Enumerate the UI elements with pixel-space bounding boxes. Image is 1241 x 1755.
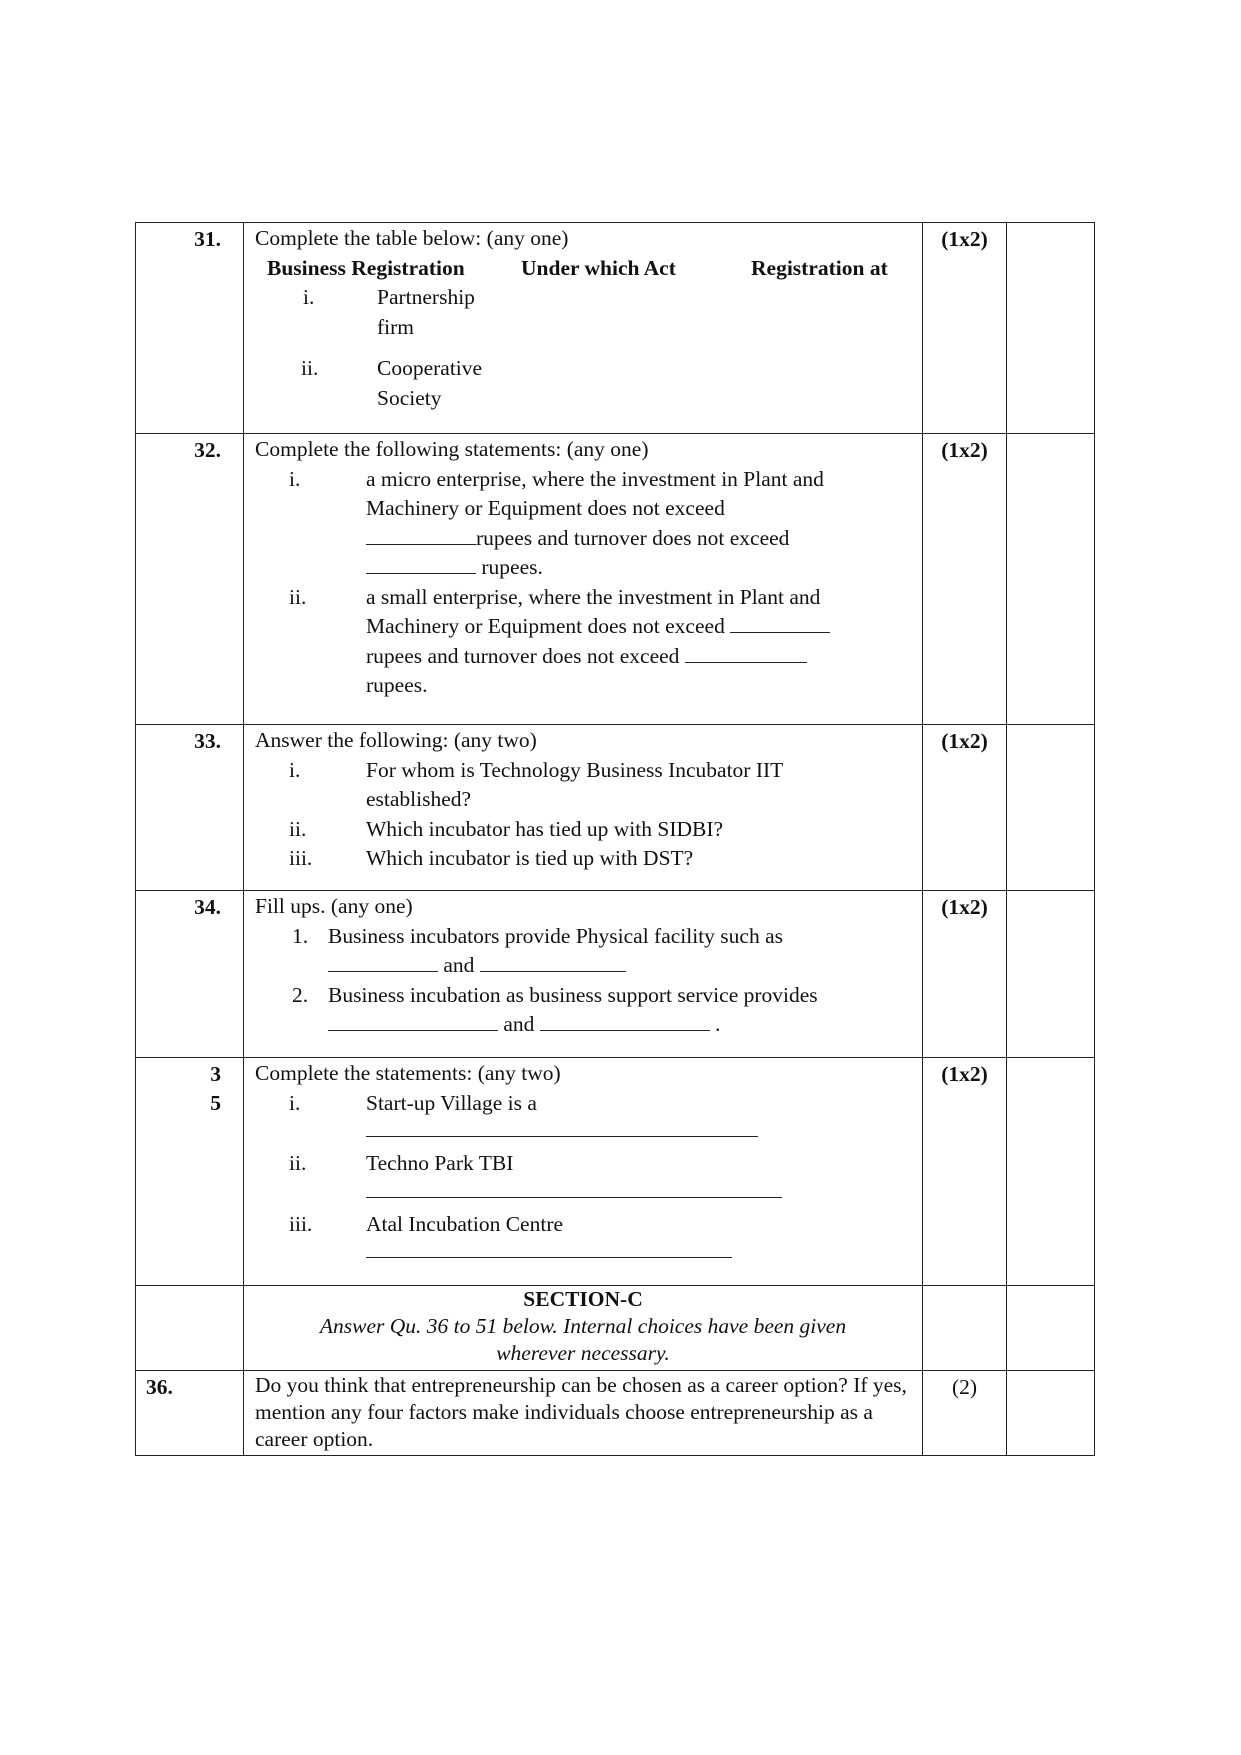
item-joiner: and (443, 953, 475, 977)
question-instruction: Answer the following: (any two) (255, 728, 537, 752)
item-numeral: 2. (292, 982, 309, 1007)
list-item (255, 1149, 914, 1210)
question-row-36 (136, 1371, 1095, 1456)
question-table (135, 222, 1095, 1456)
answer-blank (685, 644, 807, 663)
item-numeral: i. (303, 285, 315, 309)
question-number: 36. (136, 1371, 244, 1456)
list-item (255, 465, 914, 583)
section-note: Answer Qu. 36 to 51 below. Internal choices have been given wherever necessary. (319, 1314, 847, 1365)
item-text: Which incubator is tied up with DST? (366, 846, 694, 870)
item-numeral: iii. (289, 1211, 313, 1236)
question-body (244, 1058, 923, 1286)
list-item (255, 922, 914, 981)
marks: (2) (923, 1371, 1007, 1456)
question-instruction: Fill ups. (any one) (255, 894, 413, 918)
answer-blank (328, 1012, 498, 1031)
item-numeral: 1. (292, 923, 309, 948)
list-item (255, 283, 914, 342)
section-title: SECTION-C (523, 1287, 643, 1311)
item-text: Which incubator has tied up with SIDBI? (366, 816, 724, 841)
answer-blank (328, 953, 438, 972)
empty-cell (1007, 1286, 1095, 1371)
question-row-32 (136, 434, 1095, 725)
question-instruction: Complete the table below: (any one) (255, 226, 569, 250)
item-text-part: rupees and turnover does not exceed (476, 525, 790, 550)
item-text-part: rupees. (481, 555, 543, 579)
list-item (255, 815, 914, 845)
item-joiner: and (503, 1012, 535, 1036)
question-instruction: Complete the statements: (any two) (255, 1061, 561, 1085)
table-header (255, 254, 914, 284)
marks: (1x2) (923, 1058, 1007, 1286)
item-text-part: rupees. (366, 673, 428, 697)
item-numeral: ii. (301, 356, 319, 380)
question-number: 32. (136, 434, 244, 725)
list-item (255, 756, 914, 815)
empty-cell (1007, 891, 1095, 1058)
item-text: Cooperative Society (377, 356, 483, 410)
marks: (1x2) (923, 725, 1007, 891)
header-business-registration: Business Registration (267, 255, 465, 280)
question-row-31 (136, 223, 1095, 434)
question-body (244, 891, 923, 1058)
question-row-34 (136, 891, 1095, 1058)
item-text-part: a small enterprise, where the investment in Plant and Machinery or Equipment does not exceed (366, 584, 821, 638)
item-text (366, 465, 906, 583)
item-text (366, 1149, 914, 1210)
answer-blank (366, 1239, 732, 1258)
item-text (328, 981, 914, 1040)
section-c-row (136, 1286, 1095, 1371)
answer-blank (480, 953, 626, 972)
item-text-part: rupees and turnover does not exceed (366, 643, 680, 668)
question-body (244, 725, 923, 891)
list-item (255, 844, 914, 874)
answer-blank (366, 526, 476, 545)
question-instruction: Complete the following statements: (any one) (255, 437, 649, 461)
question-row-33 (136, 725, 1095, 891)
header-registration-at: Registration at (751, 255, 888, 280)
item-text-part: Start-up Village is a (366, 1090, 537, 1115)
marks: (1x2) (923, 891, 1007, 1058)
question-body (244, 434, 923, 725)
empty-cell (1007, 434, 1095, 725)
list-item (255, 1089, 914, 1150)
question-body (244, 223, 923, 434)
list-item (255, 1210, 914, 1271)
list-item (255, 981, 914, 1040)
question-number: 34. (136, 891, 244, 1058)
empty-cell (1007, 1058, 1095, 1286)
answer-blank (366, 555, 476, 574)
empty-cell (136, 1286, 244, 1371)
question-row-35 (136, 1058, 1095, 1286)
item-numeral: iii. (289, 846, 313, 870)
item-text-part: Business incubators provide Physical facility such as (328, 923, 784, 948)
item-text (366, 1089, 914, 1150)
section-header (244, 1286, 923, 1371)
answer-blank (366, 1179, 782, 1198)
marks: (1x2) (923, 223, 1007, 434)
item-text-part: Atal Incubation Centre (366, 1211, 564, 1236)
empty-cell (1007, 223, 1095, 434)
answer-blank (540, 1012, 710, 1031)
item-text: Partnership firm (377, 285, 475, 339)
answer-blank (730, 614, 830, 633)
question-number (136, 1058, 244, 1286)
item-end: . (715, 1012, 721, 1036)
item-text-part: a micro enterprise, where the investment in Plant and Machinery or Equipment does not exceed (366, 466, 824, 520)
answer-blank (366, 1118, 758, 1137)
item-numeral: ii. (289, 584, 307, 609)
item-text (328, 922, 914, 981)
item-numeral: ii. (289, 816, 307, 841)
list-item (255, 354, 914, 413)
item-text-part: Business incubation as business support service provides (328, 982, 818, 1007)
question-number: 31. (136, 223, 244, 434)
item-numeral: ii. (289, 1151, 307, 1175)
question-number-part: 3 (210, 1062, 221, 1086)
empty-cell (1007, 725, 1095, 891)
question-body: Do you think that entrepreneurship can be chosen as a career option? If yes, mention any four factors make individuals choose entrepreneurship as a career option. (244, 1371, 923, 1456)
item-numeral: i. (289, 1090, 301, 1115)
empty-cell (923, 1286, 1007, 1371)
item-text: For whom is Technology Business Incubator IIT established? (366, 757, 783, 811)
empty-cell (1007, 1371, 1095, 1456)
item-text (366, 583, 906, 701)
question-number: 33. (136, 725, 244, 891)
marks: (1x2) (923, 434, 1007, 725)
item-numeral: i. (289, 466, 301, 491)
item-text (366, 1210, 914, 1271)
list-item (255, 583, 914, 701)
header-under-which-act: Under which Act (521, 255, 676, 280)
item-numeral: i. (289, 757, 301, 782)
item-text-part: Techno Park TBI (366, 1151, 514, 1175)
question-number-part: 5 (210, 1091, 221, 1115)
